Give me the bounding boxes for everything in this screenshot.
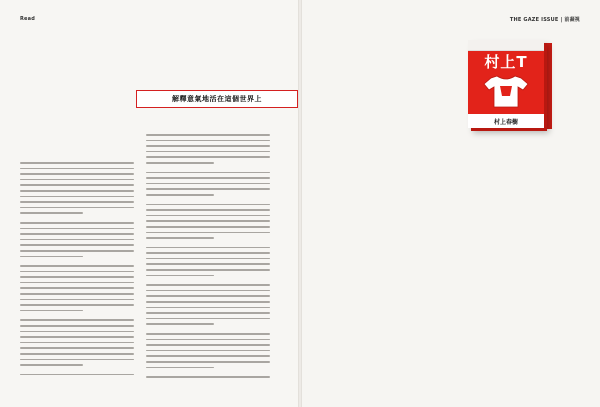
- text-line-placeholder: [20, 271, 134, 273]
- text-line-placeholder: [146, 177, 270, 179]
- text-line-placeholder: [20, 168, 134, 170]
- text-line-placeholder: [20, 256, 83, 258]
- text-line-placeholder: [146, 232, 270, 234]
- article-headline: 解釋意氣地活在這個世界上: [172, 95, 262, 103]
- book-spine: [544, 43, 552, 129]
- text-line-placeholder: [146, 156, 270, 158]
- text-line-placeholder: [146, 162, 214, 164]
- text-line-placeholder: [20, 207, 134, 209]
- text-line-placeholder: [20, 347, 134, 349]
- text-line-placeholder: [146, 318, 270, 320]
- text-line-placeholder: [146, 290, 270, 292]
- text-line-placeholder: [20, 276, 134, 278]
- book-author: 村上春樹: [493, 118, 518, 126]
- text-line-placeholder: [20, 325, 134, 327]
- issue-label: THE GAZE ISSUE | 前凝視: [509, 17, 580, 23]
- text-line-placeholder: [146, 312, 270, 314]
- text-line-placeholder: [20, 336, 134, 338]
- text-line-placeholder: [146, 151, 270, 153]
- text-line-placeholder: [20, 196, 134, 198]
- text-line-placeholder: [20, 179, 134, 181]
- text-line-placeholder: [20, 190, 134, 192]
- text-line-placeholder: [20, 239, 134, 241]
- body-column-2: [146, 134, 270, 382]
- text-line-placeholder: [20, 359, 134, 361]
- text-line-placeholder: [146, 295, 270, 297]
- text-line-placeholder: [146, 269, 270, 271]
- text-line-placeholder: [20, 299, 134, 301]
- text-line-placeholder: [20, 162, 134, 164]
- text-line-placeholder: [20, 173, 134, 175]
- text-line-placeholder: [20, 222, 134, 224]
- book-front: [468, 40, 544, 128]
- text-line-placeholder: [20, 364, 83, 366]
- text-line-placeholder: [20, 353, 134, 355]
- text-line-placeholder: [146, 344, 270, 346]
- text-line-placeholder: [20, 331, 134, 333]
- text-line-placeholder: [20, 265, 134, 267]
- text-line-placeholder: [146, 194, 214, 196]
- text-line-placeholder: [146, 275, 214, 277]
- text-line-placeholder: [20, 374, 134, 376]
- text-line-placeholder: [146, 367, 214, 369]
- text-line-placeholder: [146, 252, 270, 254]
- text-line-placeholder: [146, 237, 214, 239]
- text-line-placeholder: [20, 310, 83, 312]
- text-line-placeholder: [146, 355, 270, 357]
- text-line-placeholder: [146, 220, 270, 222]
- text-line-placeholder: [146, 204, 270, 206]
- text-line-placeholder: [20, 293, 134, 295]
- text-line-placeholder: [20, 212, 83, 214]
- body-column-1: [20, 162, 134, 379]
- cover-top-band: [468, 40, 544, 51]
- book-cover: [468, 40, 582, 134]
- text-line-placeholder: [146, 333, 270, 335]
- text-line-placeholder: [146, 258, 270, 260]
- headline-box: [136, 90, 298, 108]
- tshirt-icon: [483, 74, 529, 108]
- text-line-placeholder: [146, 145, 270, 147]
- paragraph-gap: [146, 168, 270, 172]
- text-line-placeholder: [146, 226, 270, 228]
- text-line-placeholder: [20, 250, 134, 252]
- cover-author-bar: [468, 114, 544, 128]
- text-line-placeholder: [146, 140, 270, 142]
- text-line-placeholder: [20, 287, 134, 289]
- book-title: 村上T: [484, 53, 528, 71]
- text-line-placeholder: [146, 323, 214, 325]
- text-line-placeholder: [20, 228, 134, 230]
- text-line-placeholder: [146, 284, 270, 286]
- text-line-placeholder: [20, 201, 134, 203]
- text-line-placeholder: [146, 307, 270, 309]
- text-line-placeholder: [146, 376, 270, 378]
- text-line-placeholder: [146, 188, 270, 190]
- text-line-placeholder: [146, 339, 270, 341]
- text-line-placeholder: [146, 172, 270, 174]
- text-line-placeholder: [146, 361, 270, 363]
- text-line-placeholder: [146, 215, 270, 217]
- text-line-placeholder: [20, 184, 134, 186]
- paragraph-gap: [146, 200, 270, 204]
- text-line-placeholder: [146, 134, 270, 136]
- text-line-placeholder: [20, 342, 134, 344]
- text-line-placeholder: [20, 319, 134, 321]
- text-line-placeholder: [20, 304, 134, 306]
- text-line-placeholder: [146, 209, 270, 211]
- section-label: Read: [20, 16, 35, 22]
- text-line-placeholder: [146, 301, 270, 303]
- text-line-placeholder: [20, 233, 134, 235]
- text-line-placeholder: [146, 263, 270, 265]
- text-line-placeholder: [20, 282, 134, 284]
- gutter: [298, 0, 302, 407]
- text-line-placeholder: [146, 247, 270, 249]
- text-line-placeholder: [20, 244, 134, 246]
- text-line-placeholder: [146, 183, 270, 185]
- text-line-placeholder: [146, 350, 270, 352]
